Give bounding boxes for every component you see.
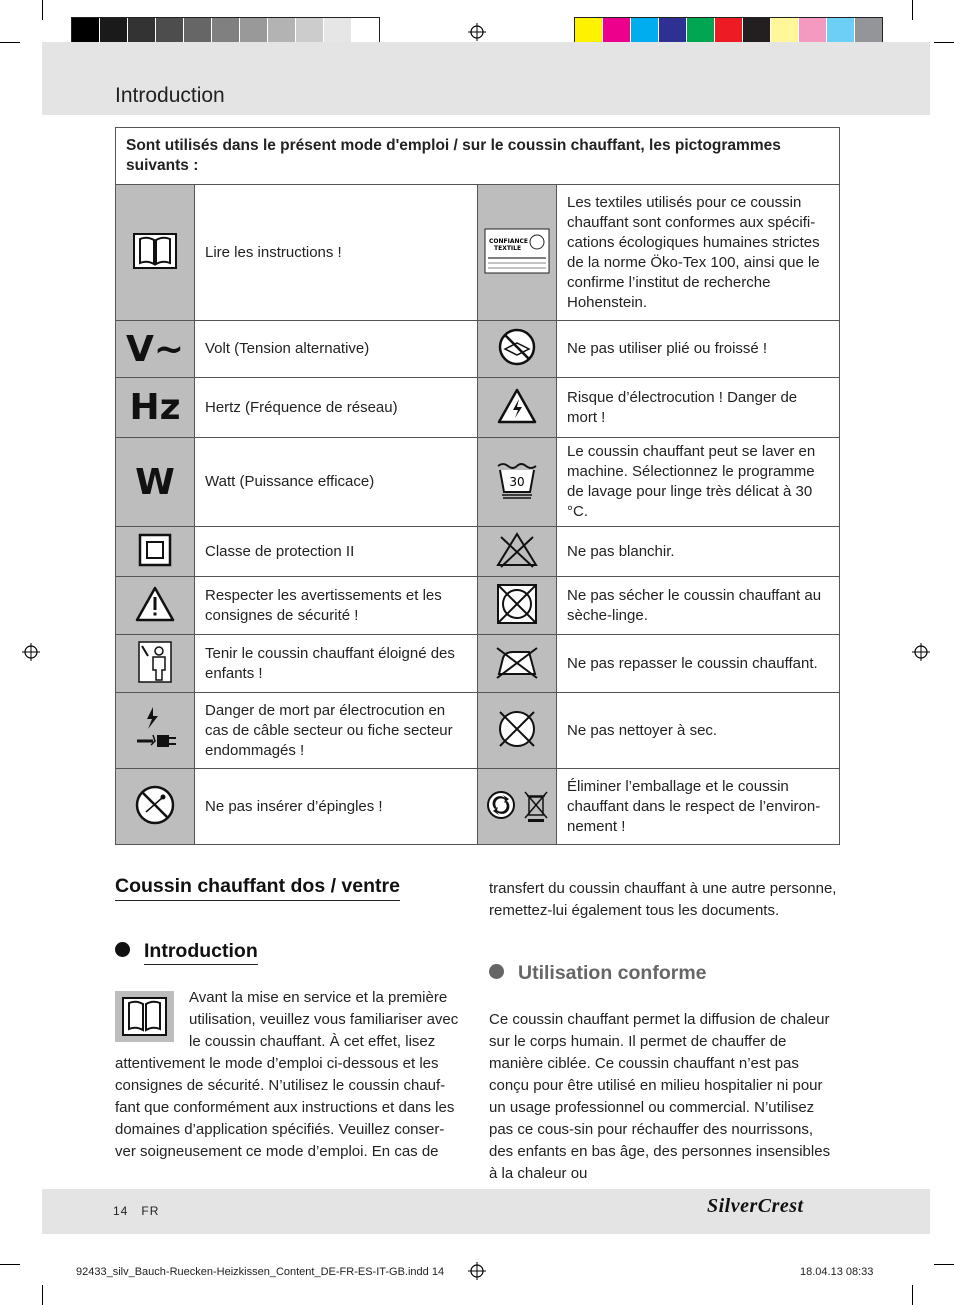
brand-logo: SilverCrest bbox=[707, 1195, 804, 1217]
table-cell: Ne pas repasser le coussin chauffant. bbox=[557, 635, 840, 693]
table-row bbox=[116, 378, 840, 438]
table-cell: Ne pas insérer d’épingles ! bbox=[195, 769, 478, 845]
wash-temperature: 30 bbox=[509, 475, 525, 489]
usage-paragraph: Ce coussin chauffant permet la diffusion de chaleur sur le corps humain. Il permet de chauffer de manière ciblée. Ce coussin chauffant n’est pas conçu pour être utilisé en milieu hospitalier ni pour un usage professionnel ou commercial. N’utilisez pas ce cous-sin pour réchauffer des nourrissons, des enfants en bas âge, des personnes insensibles à la chaleur ou bbox=[489, 1011, 831, 1182]
read-instructions-icon bbox=[115, 991, 174, 1042]
table-heading: Sont utilisés dans le présent mode d'emploi / sur le coussin chauffant, les pictogrammes suivants : bbox=[116, 128, 840, 185]
crop-mark bbox=[934, 1264, 954, 1265]
oeko-tex-label-icon bbox=[478, 185, 557, 321]
usage-heading: Utilisation conforme bbox=[489, 962, 707, 985]
table-row bbox=[116, 635, 840, 693]
do-not-iron-icon bbox=[478, 635, 557, 693]
table-cell: Risque d’électrocution ! Danger de mort ! bbox=[557, 378, 840, 438]
no-pins-icon bbox=[116, 769, 195, 845]
crop-mark bbox=[0, 1264, 20, 1265]
registration-mark-icon bbox=[468, 23, 486, 41]
table-cell: Tenir le coussin chauffant éloigné des enfants ! bbox=[195, 635, 478, 693]
table-cell: Watt (Puissance efficace) bbox=[195, 438, 478, 527]
table-cell: Danger de mort par électrocution en cas de câble secteur ou fiche secteur endommagés ! bbox=[195, 693, 478, 769]
protection-class-ii-icon bbox=[116, 527, 195, 577]
table-row bbox=[116, 577, 840, 635]
intro-heading: Introduction bbox=[115, 940, 258, 963]
table-cell: Les textiles utilisés pour ce coussin chauffant sont conformes aux spécifi-cations écologiques humaines strictes de la norme Öko-Tex 100, ainsi que le confirme l’institut de recherche Hohenstein. bbox=[557, 185, 840, 321]
table-cell: Volt (Tension alternative) bbox=[195, 321, 478, 378]
table-cell: Ne pas nettoyer à sec. bbox=[557, 693, 840, 769]
table-row bbox=[116, 527, 840, 577]
machine-wash-icon bbox=[478, 438, 557, 527]
registration-mark-icon bbox=[912, 643, 930, 661]
right-paragraph-top: transfert du coussin chauffant à une autre personne, remettez-lui également tous les documents. bbox=[489, 880, 837, 919]
table-cell: Lire les instructions ! bbox=[195, 185, 478, 321]
crop-mark bbox=[42, 0, 43, 20]
table-header-row bbox=[116, 128, 840, 185]
table-row bbox=[116, 693, 840, 769]
damaged-cable-danger-icon bbox=[116, 693, 195, 769]
table-row bbox=[116, 769, 840, 845]
table-row bbox=[116, 321, 840, 378]
file-slug: 92433_silv_Bauch-Ruecken-Heizkissen_Content_DE-FR-ES-IT-GB.indd 14 bbox=[76, 1266, 445, 1278]
bullet-icon bbox=[489, 964, 504, 979]
keep-away-from-children-icon bbox=[116, 635, 195, 693]
do-not-dry-clean-icon bbox=[478, 693, 557, 769]
page-number: 14 FR bbox=[113, 1204, 160, 1218]
table-cell: Éliminer l’emballage et le coussin chauffant dans le respect de l’environ-nement ! bbox=[557, 769, 840, 845]
bullet-icon bbox=[115, 942, 130, 957]
table-cell: Ne pas blanchir. bbox=[557, 527, 840, 577]
table-cell: Ne pas sécher le coussin chauffant au sèche-linge. bbox=[557, 577, 840, 635]
pictogram-table bbox=[115, 127, 840, 845]
page-title: Introduction bbox=[115, 84, 225, 107]
registration-mark-icon bbox=[468, 1262, 486, 1280]
oeko-label-line1: CONFIANCE bbox=[489, 237, 529, 245]
crop-mark bbox=[912, 0, 913, 20]
hertz-symbol: Hz bbox=[116, 378, 195, 438]
crop-mark bbox=[912, 1285, 913, 1305]
warning-triangle-icon bbox=[116, 577, 195, 635]
crop-mark bbox=[934, 42, 954, 43]
crop-mark bbox=[42, 1285, 43, 1305]
intro-paragraph-b: attentivement le mode d’emploi ci-dessous et les consignes de sécurité. N’utilisez le coussin chauf-fant que conformément aux instructions et dans les domaines d’application spécifiés. Veuillez conser-ver soigneusement ce mode d’emploi. En cas de bbox=[115, 1055, 455, 1160]
registration-mark-icon bbox=[22, 643, 40, 661]
do-not-fold-icon bbox=[478, 321, 557, 378]
table-cell: Respecter les avertissements et les consignes de sécurité ! bbox=[195, 577, 478, 635]
product-title: Coussin chauffant dos / ventre bbox=[115, 875, 400, 901]
table-cell: Ne pas utiliser plié ou froissé ! bbox=[557, 321, 840, 378]
table-cell: Hertz (Fréquence de réseau) bbox=[195, 378, 478, 438]
watt-symbol: W bbox=[116, 438, 195, 527]
recycling-disposal-icon bbox=[478, 769, 557, 845]
read-instructions-icon bbox=[116, 185, 195, 321]
intro-paragraph-a: Avant la mise en service et la première utilisation, veuillez vous familiariser avec le coussin chauffant. À cet effet, lisez bbox=[189, 989, 459, 1050]
table-row bbox=[116, 185, 840, 321]
crop-mark bbox=[0, 42, 20, 43]
table-cell: Le coussin chauffant peut se laver en machine. Sélectionnez le programme de lavage pour linge très délicat à 30 °C. bbox=[557, 438, 840, 527]
do-not-tumble-dry-icon bbox=[478, 577, 557, 635]
table-row bbox=[116, 438, 840, 527]
volt-symbol: V~ bbox=[116, 321, 195, 378]
print-timestamp: 18.04.13 08:33 bbox=[800, 1266, 874, 1278]
electric-shock-warning-icon bbox=[478, 378, 557, 438]
do-not-bleach-icon bbox=[478, 527, 557, 577]
table-cell: Classe de protection II bbox=[195, 527, 478, 577]
oeko-label-line2: TEXTILE bbox=[494, 244, 522, 252]
